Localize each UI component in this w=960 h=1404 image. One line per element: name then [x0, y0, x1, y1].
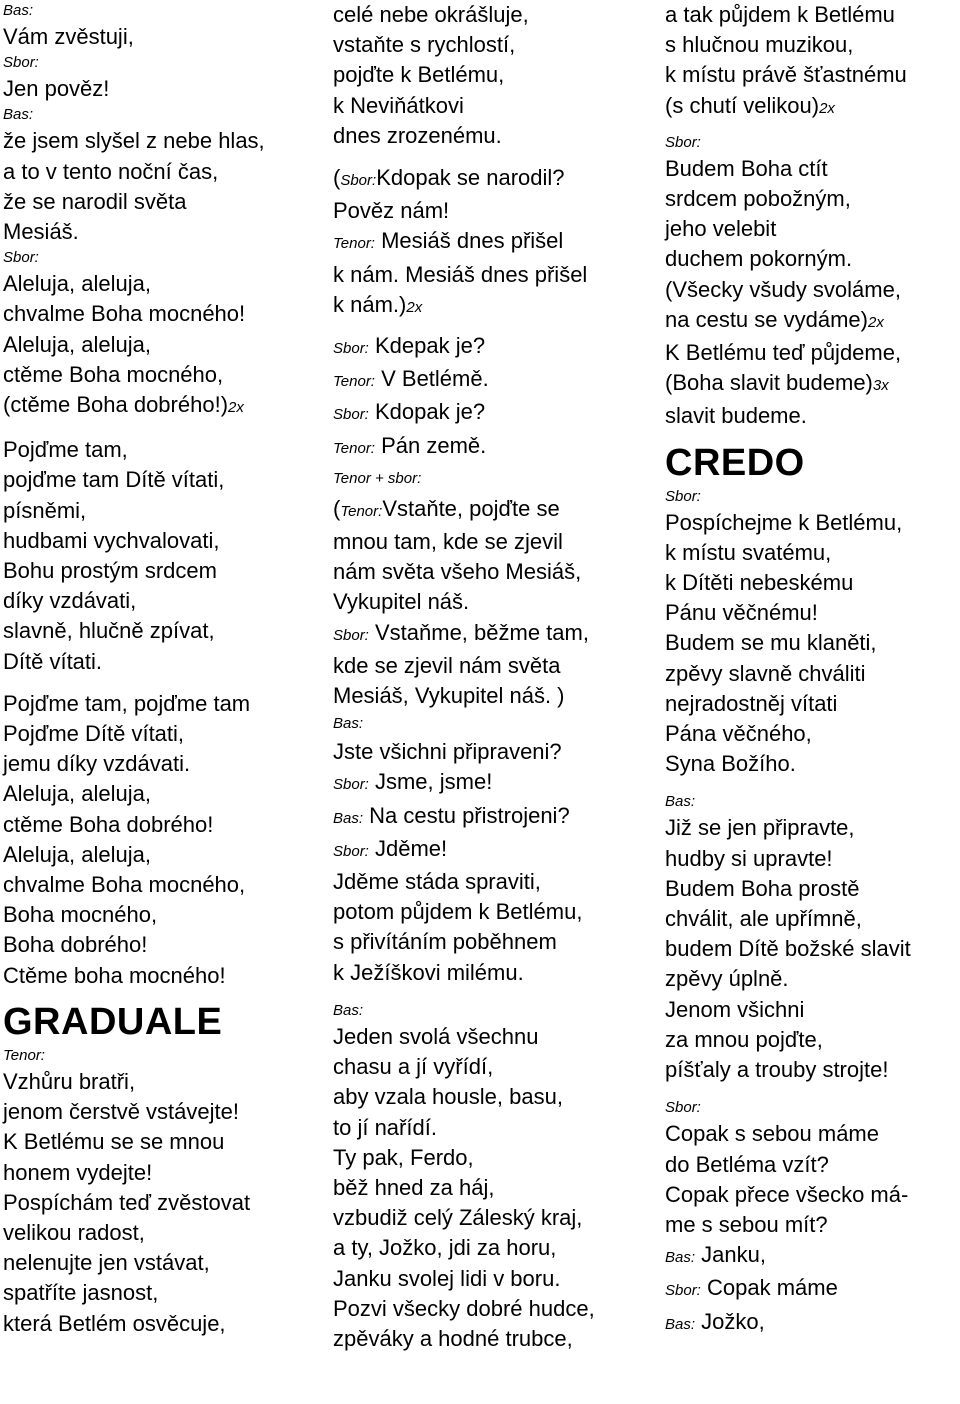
lyric-text: Jožko,	[701, 1308, 765, 1334]
dialogue-line	[333, 834, 653, 867]
role-label: Tenor + sbor:	[333, 469, 422, 487]
lyric-line: Již se jen připravte,	[665, 815, 855, 841]
lyric-line: k místu právě šťastnému	[665, 62, 907, 88]
lyric-line: Budem Boha ctít	[665, 155, 828, 181]
lyric-text: Kdopak je?	[374, 399, 486, 425]
role-label: Sbor:	[3, 54, 39, 72]
lyric-line: k Dítěti nebeskému	[665, 570, 854, 596]
role-label: Sbor:	[665, 487, 701, 505]
lyric-line: Syna Božího.	[665, 751, 796, 777]
lyric-line: a ty, Jožko, jdi za horu,	[333, 1235, 557, 1261]
lyric-line: (Všecky všudy svoláme,	[665, 276, 901, 302]
lyric-line: Pojďme tam,	[3, 437, 128, 463]
lyric-text: na cestu se vydáme)	[665, 306, 868, 332]
lyric-line: aby vzala housle, basu,	[333, 1084, 563, 1110]
role-label: Sbor:	[665, 1282, 701, 1300]
lyric-line: hudby si upravte!	[665, 845, 833, 871]
role-label: Bas:	[665, 1315, 696, 1333]
lyric-line: K Betlému se se mnou	[3, 1129, 225, 1155]
lyric-line: to jí nařídí.	[333, 1114, 437, 1140]
lyric-line: slavně, hlučně zpívat,	[3, 618, 215, 644]
lyric-line: Budem Boha prostě	[665, 875, 860, 901]
lyric-line: písněmi,	[3, 497, 87, 523]
lyric-line: Pána věčného,	[665, 721, 812, 747]
dialogue-line	[665, 1307, 960, 1340]
lyric-line: chválit, ale upřímně,	[665, 906, 862, 932]
lyric-line: Vzhůru bratři,	[3, 1068, 136, 1094]
dialogue-line	[333, 618, 653, 651]
lyric-line: Mesiáš, Vykupitel náš. )	[333, 683, 565, 709]
lyric-line: celé nebe okrášluje,	[333, 2, 529, 27]
lyric-line: vstaňte s rychlostí,	[333, 32, 516, 58]
lyric-line: ctěme Boha dobrého!	[3, 811, 214, 837]
lyric-line: Boha mocného,	[3, 902, 158, 928]
lyric-line: Pospíchejme k Betlému,	[665, 509, 903, 535]
lyric-line-with-repeat	[665, 368, 960, 401]
lyric-text: Vstaňme, běžme tam,	[374, 619, 589, 645]
dialogue-line	[333, 431, 653, 464]
section-heading-graduale: GRADUALE	[3, 1000, 223, 1043]
role-label: Bas:	[333, 715, 364, 733]
lyric-line: chasu a jí vyřídí,	[333, 1054, 494, 1080]
lyric-line: srdcem pobožným,	[665, 186, 851, 212]
repeat-mark: 2x	[867, 313, 884, 331]
lyric-line: Boha dobrého!	[3, 932, 148, 958]
lyric-line: honem vydejte!	[3, 1159, 153, 1185]
role-label: Sbor:	[333, 776, 369, 794]
lyric-line: Copak s sebou máme	[665, 1121, 879, 1147]
lyric-line: do Betléma vzít?	[665, 1151, 829, 1177]
lyric-line: Pozvi všecky dobré hudce,	[333, 1295, 595, 1321]
lyric-line: Pověz nám!	[333, 198, 450, 224]
dialogue-line	[333, 767, 653, 800]
role-label: Sbor:	[3, 249, 39, 267]
lyric-line: a to v tento noční čas,	[3, 158, 219, 184]
lyric-line: pojďme tam Dítě vítati,	[3, 467, 225, 493]
dialogue-line	[333, 226, 653, 259]
lyric-line: Jenom všichni	[665, 996, 805, 1022]
lyric-line-with-repeat	[3, 390, 321, 423]
lyric-line: Vám zvěstuji,	[3, 24, 134, 49]
lyric-text: Jsme, jsme!	[374, 769, 493, 795]
lyric-line: za mnou pojďte,	[665, 1026, 823, 1052]
lyric-line: vzbudiž celý Záleský kraj,	[333, 1205, 583, 1231]
lyric-text: Jděme!	[374, 835, 448, 861]
lyric-line: k Ježíškovi milému.	[333, 959, 524, 985]
dialogue-line	[665, 1240, 960, 1273]
role-label: Bas:	[665, 793, 696, 811]
lyric-line: Aleluja, aleluja,	[3, 271, 151, 297]
dialogue-line	[333, 331, 653, 364]
role-label: Sbor:	[333, 842, 369, 860]
lyric-line: Pojďme tam, pojďme tam	[3, 690, 251, 716]
role-label: Sbor:	[333, 340, 369, 358]
lyric-line: Janku svolej lidi v boru.	[333, 1265, 561, 1291]
dialogue-line	[333, 397, 653, 430]
lyric-line: Aleluja, aleluja,	[3, 781, 151, 807]
role-label: Bas:	[333, 809, 364, 827]
lyric-line: Jste všichni připraveni?	[333, 739, 562, 765]
dialogue-line	[333, 364, 653, 397]
lyric-line: k Neviňátkovi	[333, 92, 464, 118]
column-2	[333, 0, 653, 1354]
lyric-line: Jen pověz!	[3, 76, 110, 102]
lyric-line: že jsem slyšel z nebe hlas,	[3, 128, 265, 154]
lyric-line: kde se zjevil nám světa	[333, 652, 561, 678]
lyric-line: Ctěme boha mocného!	[3, 962, 226, 988]
lyric-line: Budem se mu klaněti,	[665, 630, 877, 656]
paren-open: (	[333, 165, 341, 191]
role-label: Tenor:	[333, 235, 375, 253]
lyric-line: nám světa všeho Mesiáš,	[333, 559, 582, 585]
lyric-line: duchem pokorným.	[665, 246, 853, 272]
lyric-line: a tak půjdem k Betlému	[665, 2, 895, 27]
dialogue-line	[333, 494, 653, 527]
lyric-text: Vstaňte, pojďte se	[382, 495, 560, 521]
lyric-line: Dítě vítati.	[3, 648, 103, 674]
dialogue-line	[333, 163, 653, 196]
lyric-line: mnou tam, kde se zjevil	[333, 529, 563, 555]
lyric-line: jenom čerstvě vstávejte!	[3, 1099, 239, 1125]
lyric-text: (Boha slavit budeme)	[665, 370, 873, 396]
lyric-text: Kdepak je?	[374, 333, 486, 359]
lyric-line: Jeden svolá všechnu	[333, 1023, 539, 1049]
lyric-line: nejradostněj vítati	[665, 690, 838, 716]
lyric-line: Aleluja, aleluja,	[3, 841, 151, 867]
lyric-line: jeho velebit	[665, 216, 777, 242]
role-label: Sbor:	[333, 626, 369, 644]
lyric-line: píšťaly a trouby strojte!	[665, 1057, 889, 1083]
lyric-line: Pospíchám teď zvěstovat	[3, 1189, 251, 1215]
role-label: Tenor:	[333, 373, 375, 391]
lyric-line: k místu svatému,	[665, 539, 832, 565]
lyric-line: chvalme Boha mocného!	[3, 301, 246, 327]
lyric-line: velikou radost,	[3, 1219, 145, 1245]
lyric-line: ctěme Boha mocného,	[3, 361, 224, 387]
lyric-text: Kdopak se narodil?	[376, 165, 565, 191]
section-heading-credo: CREDO	[665, 441, 805, 484]
lyric-line: s hlučnou muzikou,	[665, 32, 854, 58]
lyric-line: budem Dítě božské slavit	[665, 936, 911, 962]
role-label: Bas:	[3, 2, 34, 19]
lyric-line: běž hned za háj,	[333, 1174, 495, 1200]
lyric-line: Aleluja, aleluja,	[3, 331, 151, 357]
repeat-mark: 2x	[228, 399, 244, 417]
lyric-text: Janku,	[701, 1242, 766, 1268]
lyric-line: dnes zrozenému.	[333, 122, 502, 148]
lyric-line: nelenujte jen vstávat,	[3, 1250, 210, 1276]
role-label: Sbor:	[665, 133, 701, 151]
role-label: Sbor:	[665, 1099, 701, 1117]
lyric-line: která Betlém osvěcuje,	[3, 1310, 226, 1336]
role-label: Sbor:	[333, 406, 369, 424]
lyric-line: me s sebou mít?	[665, 1211, 828, 1237]
lyric-line-with-repeat	[333, 290, 653, 323]
lyric-line: k nám. Mesiáš dnes přišel	[333, 261, 588, 287]
lyric-line: díky vzdávati,	[3, 588, 137, 614]
role-label: Bas:	[3, 106, 34, 124]
lyric-line: Vykupitel náš.	[333, 589, 470, 615]
lyric-line: Pojďme Dítě vítati,	[3, 721, 185, 747]
lyric-line: zpěváky a hodné trubce,	[333, 1325, 573, 1351]
repeat-mark: 2x	[819, 99, 835, 117]
lyric-line: chvalme Boha mocného,	[3, 872, 246, 898]
dialogue-line	[333, 801, 653, 834]
lyric-text: (s chutí velikou)	[665, 92, 820, 118]
lyric-line: potom půjdem k Betlému,	[333, 899, 583, 925]
lyric-line: spatříte jasnost,	[3, 1280, 159, 1306]
role-label: Tenor:	[3, 1046, 45, 1064]
lyric-text: k nám.)	[333, 291, 407, 317]
column-3	[665, 0, 960, 1340]
lyric-line: jemu díky vzdávati.	[3, 751, 191, 777]
lyric-line: že se narodil světa	[3, 188, 187, 214]
role-label: Tenor:	[333, 439, 375, 457]
lyric-line: zpěvy slavně chváliti	[665, 660, 866, 686]
role-label: Tenor:	[340, 502, 383, 520]
lyric-text: Mesiáš dnes přišel	[381, 228, 564, 254]
lyric-line: pojďte k Betlému,	[333, 62, 505, 88]
lyric-line: K Betlému teď půjdeme,	[665, 340, 902, 366]
lyric-line: Bohu prostým srdcem	[3, 558, 217, 584]
lyric-line: slavit budeme.	[665, 403, 807, 429]
lyric-text: Pán země.	[381, 432, 487, 458]
column-1	[3, 0, 321, 1339]
lyric-line: Pánu věčnému!	[665, 600, 818, 626]
repeat-mark: 2x	[406, 298, 423, 316]
lyric-text: (ctěme Boha dobrého!)	[3, 392, 229, 418]
lyric-line: Mesiáš.	[3, 219, 79, 245]
lyric-line-with-repeat	[665, 305, 960, 338]
lyric-line: s přivítáním poběhnem	[333, 929, 557, 955]
lyric-text: Copak máme	[706, 1275, 838, 1301]
lyric-line: zpěvy úplně.	[665, 966, 789, 992]
paren-open: (	[333, 495, 341, 521]
lyric-line-with-repeat	[665, 91, 960, 124]
role-label: Sbor:	[340, 172, 377, 190]
lyric-text: Na cestu přistrojeni?	[369, 802, 570, 828]
role-label: Bas:	[333, 1001, 364, 1019]
lyric-line: Ty pak, Ferdo,	[333, 1144, 474, 1170]
repeat-mark: 3x	[872, 377, 889, 395]
role-label: Bas:	[665, 1249, 696, 1267]
lyric-text: V Betlémě.	[381, 366, 489, 392]
lyric-line: Copak přece všecko má-	[665, 1181, 909, 1207]
lyric-line: hudbami vychvalovati,	[3, 527, 220, 553]
lyric-line: Jděme stáda spraviti,	[333, 869, 541, 895]
dialogue-line	[665, 1273, 960, 1306]
